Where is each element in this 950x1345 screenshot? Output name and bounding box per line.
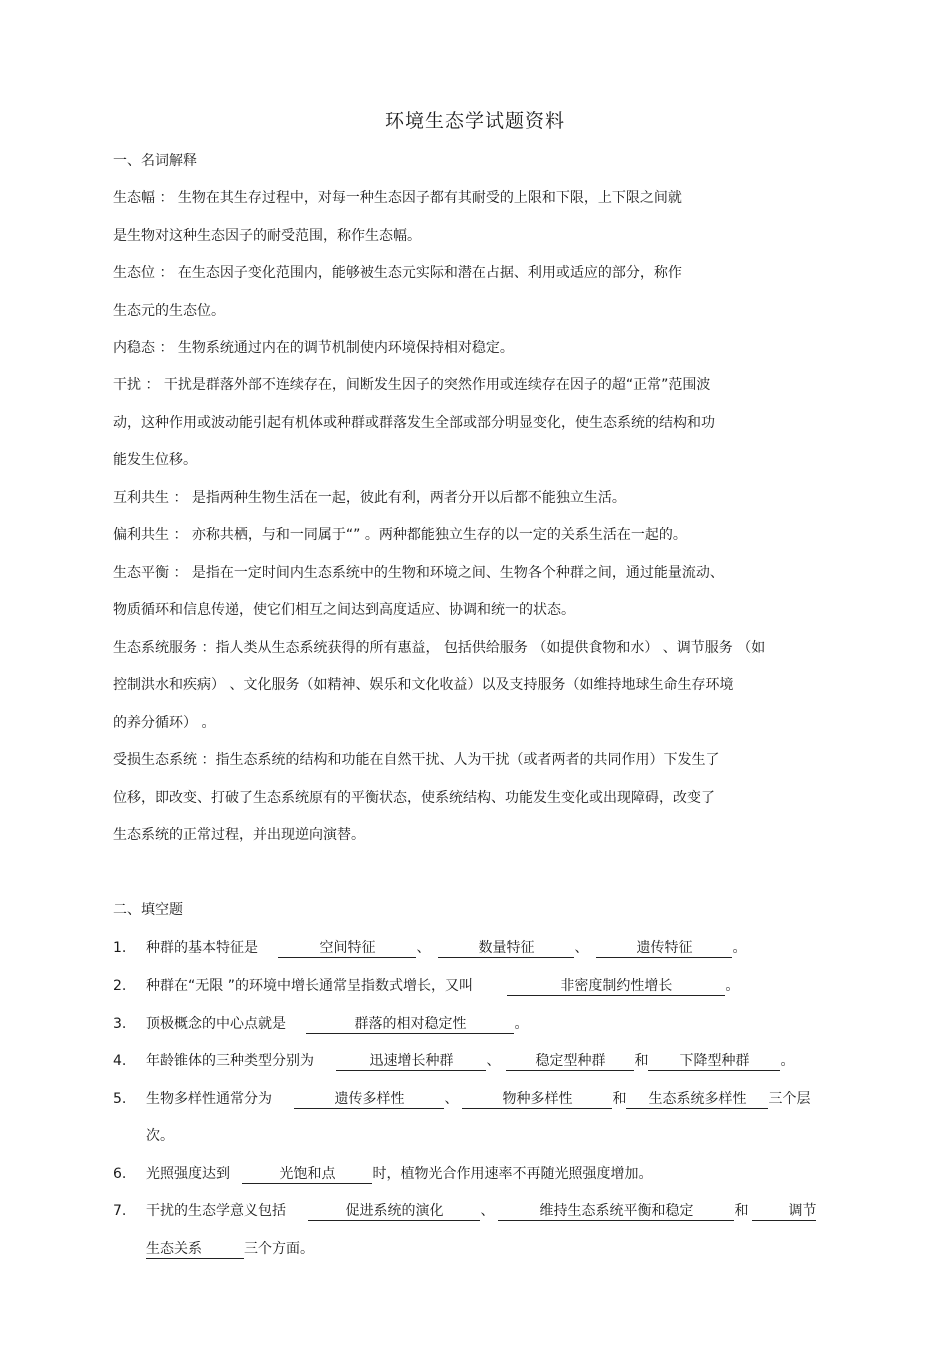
question-2 <box>146 977 739 996</box>
question-6 <box>146 1165 652 1184</box>
line-end: 。 <box>780 1053 795 1069</box>
answer-blank: 群落的相对稳定性 <box>306 1016 514 1034</box>
definition-line: 位移，即改变、打破了生态系统原有的平衡状态，使系统结构、功能发生变化或出现障碍，改变了 <box>113 790 715 806</box>
line-end: 三个层 <box>768 1091 811 1107</box>
answer-blank: 生态系统多样性 <box>626 1091 768 1109</box>
separator: 、 <box>444 1091 459 1107</box>
separator: 和 <box>734 1203 749 1219</box>
definition-line: 是生物对这种生态因子的耐受范围，称作生态幅。 <box>113 228 421 244</box>
definition-line: 生态系统的正常过程，并出现逆向演替。 <box>113 827 365 843</box>
answer-blank: 调节 <box>752 1203 816 1221</box>
answer-blank: 物种多样性 <box>462 1091 612 1109</box>
definition-line: 动，这种作用或波动能引起有机体或种群或群落发生全部或部分明显变化，使生态系统的结构和功 <box>113 415 715 431</box>
question-number: 3. <box>113 1016 127 1032</box>
answer-blank: 光饱和点 <box>242 1166 372 1184</box>
question-1 <box>146 939 746 958</box>
question-5 <box>146 1090 810 1109</box>
line-end: 时，植物光合作用速率不再随光照强度增加。 <box>372 1166 653 1182</box>
definition-line: 控制洪水和疾病） 、文化服务（如精神、娱乐和文化收益）以及支持服务（如维持地球生命生存环境 <box>113 677 734 693</box>
separator: 、 <box>480 1203 495 1219</box>
line-end: 。 <box>514 1016 529 1032</box>
answer-blank: 促进系统的演化 <box>308 1203 480 1221</box>
separator: 和 <box>612 1091 627 1107</box>
question-text: 顶极概念的中心点就是 <box>146 1016 286 1032</box>
question-7 <box>146 1202 816 1221</box>
definition-line: 能发生位移。 <box>113 452 197 468</box>
question-text: 干扰的生态学意义包括 <box>146 1203 286 1219</box>
separator: 、 <box>486 1053 501 1069</box>
definition-line: 生态元的生态位。 <box>113 303 225 319</box>
answer-blank: 非密度制约性增长 <box>507 978 725 996</box>
question-number: 1. <box>113 940 127 956</box>
question-text: 年龄锥体的三种类型分别为 <box>146 1053 314 1069</box>
definition-line: 生态平衡 ： 是指在一定时间内生态系统中的生物和环境之间、生物各个种群之间，通过能量流动、 <box>113 565 724 581</box>
definition-line: 生态位 ： 在生态因子变化范围内，能够被生态元实际和潜在占据、利用或适应的部分，称作 <box>113 265 682 281</box>
question-4 <box>146 1052 794 1071</box>
question-number: 4. <box>113 1053 127 1069</box>
answer-blank: 遗传多样性 <box>294 1091 444 1109</box>
answer-blank: 迅速增长种群 <box>336 1053 486 1071</box>
question-text: 生物多样性通常分为 <box>146 1091 272 1107</box>
answer-blank: 遗传特征 <box>596 940 732 958</box>
line-end: 三个方面。 <box>244 1241 314 1257</box>
question-number: 2. <box>113 978 127 994</box>
separator: 和 <box>634 1053 649 1069</box>
answer-blank: 空间特征 <box>278 940 416 958</box>
document-title: 环境生态学试题资料 <box>384 110 565 132</box>
answer-blank: 维持生态系统平衡和稳定 <box>498 1203 734 1221</box>
question-3 <box>146 1015 528 1034</box>
definition-line: 的养分循环） 。 <box>113 715 216 731</box>
definition-line: 物质循环和信息传递，使它们相互之间达到高度适应、协调和统一的状态。 <box>113 602 575 618</box>
question-number: 7. <box>113 1203 127 1219</box>
question-text: 种群的基本特征是 <box>146 940 258 956</box>
question-text: 种群在“无限 ”的环境中增长通常呈指数式增长，又叫 <box>146 978 473 994</box>
question-text: 光照强度达到 <box>146 1166 230 1182</box>
question-5-continuation: 次。 <box>146 1128 174 1144</box>
section-heading-fill-in: 二、填空题 <box>113 902 183 918</box>
question-number: 5. <box>113 1091 127 1107</box>
definition-line: 内稳态 ： 生物系统通过内在的调节机制使内环境保持相对稳定。 <box>113 340 514 356</box>
line-end: 。 <box>732 940 747 956</box>
definition-line: 干扰 ： 干扰是群落外部不连续存在，间断发生因子的突然作用或连续存在因子的超“正常”范围波 <box>113 377 711 393</box>
definition-line: 互利共生 ： 是指两种生物生活在一起，彼此有利，两者分开以后都不能独立生活。 <box>113 490 626 506</box>
separator: 、 <box>416 940 431 956</box>
definition-line: 生态幅 ： 生物在其生存过程中，对每一种生态因子都有其耐受的上限和下限，上下限之间就 <box>113 190 682 206</box>
separator: 、 <box>574 940 589 956</box>
definition-line: 生态系统服务 ：指人类从生态系统获得的所有惠益， 包括供给服务 （如提供食物和水） 、调节服务 （如 <box>113 640 766 656</box>
answer-blank: 生态关系 <box>146 1241 244 1259</box>
section-heading-definitions: 一、名词解释 <box>113 153 197 169</box>
definition-line: 受损生态系统 ：指生态系统的结构和功能在自然干扰、人为干扰（或者两者的共同作用）下发生了 <box>113 752 720 768</box>
line-end: 。 <box>725 978 740 994</box>
answer-blank: 稳定型种群 <box>506 1053 634 1071</box>
question-number: 6. <box>113 1166 127 1182</box>
question-7-continuation <box>146 1240 314 1259</box>
definition-line: 偏利共生 ： 亦称共栖，与和一同属于“” 。两种都能独立生存的以一定的关系生活在一起的。 <box>113 527 687 543</box>
answer-blank: 数量特征 <box>438 940 574 958</box>
answer-blank: 下降型种群 <box>648 1053 780 1071</box>
